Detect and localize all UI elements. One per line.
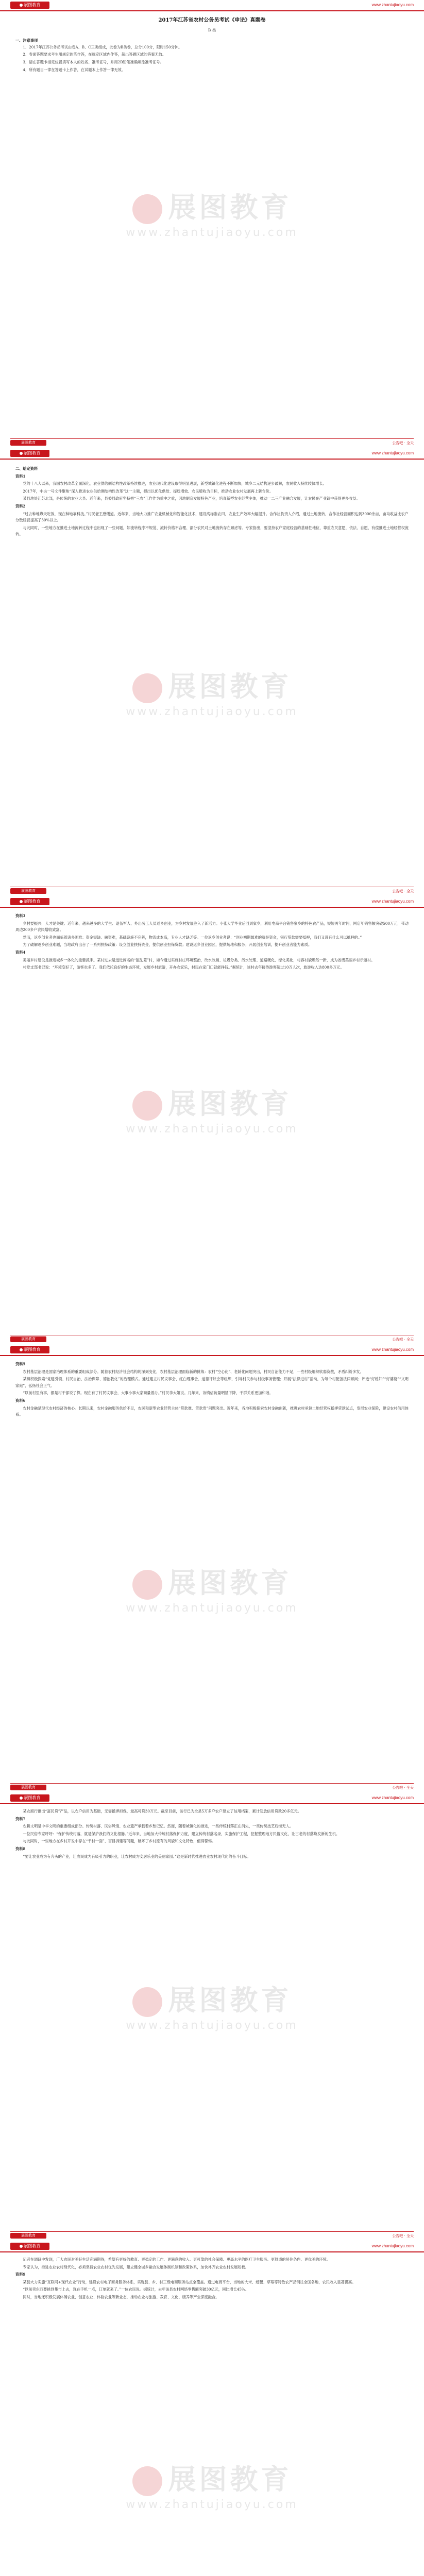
document-page — [0, 2241, 424, 2576]
footer-divider — [10, 1783, 414, 1784]
footer-divider — [10, 2231, 414, 2232]
watermark-text: 展图教育 — [168, 191, 292, 224]
footer-brand: 展图教育 — [10, 888, 46, 894]
logo-text: 展图教育 — [24, 3, 41, 7]
document-title: 2017年江苏省农村公务员考试《申论》真题卷 — [158, 18, 266, 23]
paragraph: 与此同时，一些地方在推进土地流转过程中也出现了一些问题，如流转程序不规范、流转价格不合理、部分农民对土地流转存在顾虑等。专家指出，要坚持农户家庭经营的基础性地位，尊重农民意愿，依法、自愿、有偿推进土地经营权流转。 — [15, 525, 409, 537]
page-body — [15, 2257, 409, 2302]
page-body — [15, 15, 409, 74]
page-header — [0, 0, 424, 11]
document-page — [0, 1345, 424, 1793]
document-page — [0, 896, 424, 1345]
watermark — [0, 185, 424, 239]
paragraph: “以前卖东西要挑到集市上去，现在手机一点，订单就来了。”一位农民说。据统计，去年该县农村网络零售额突破30亿元，同比增长45%。 — [23, 2287, 249, 2292]
page-footer — [0, 885, 424, 896]
paragraph: 某县地处江苏北部，是传统的农业大县。近年来，县委县政府坚持把“三农”工作作为重中之重，因地制宜发展特色产业，培育新型农业经营主体，推动一二三产业融合发展，让农民在产业链中获得更多收益。 — [23, 496, 360, 501]
paragraph: 4．所有题目一律在答题卡上作答，在试题本上作答一律无效。 — [23, 67, 126, 72]
watermark-logo-icon — [132, 1987, 162, 2017]
material-label: 资料3 — [15, 913, 26, 918]
watermark-text: 展图教育 — [168, 2463, 292, 2496]
paragraph: 然而，返乡创业者也面临着诸多困难：资金短缺、融资难，基础设施不完善，物流成本高，专业人才缺乏等。一位返乡创业者说：“创业初期最难的就是资金，银行贷款需要抵押，我们又没有什么可以抵押的。” — [23, 935, 362, 940]
page-body — [15, 1360, 409, 1419]
material-label: 资料4 — [15, 950, 26, 955]
logo-icon — [20, 1348, 23, 1351]
logo-icon — [20, 1797, 23, 1800]
brand-logo — [10, 898, 49, 905]
logo-text: 展图教育 — [24, 1347, 41, 1352]
paragraph: “以前村里有事，都是村干部说了算。现在有了村民议事会，大事小事大家商量着办。”村民李大姐说。几年来，该镇信访量明显下降，干群关系更加和谐。 — [23, 1391, 273, 1396]
brand-logo — [10, 1794, 49, 1802]
paragraph: 某镇积极探索“党建引领、村民自治、法治保障、德治教化”的治理模式。通过建立村民议事会、红白理事会、道德评议会等组织，引导村民参与村级事务管理；开展“法律进村”活动，为每个村配备法律顾问；评选“好媳妇”“好婆婆”“文明家庭”，弘扬社会正气。 — [15, 1377, 409, 1388]
footer-tag: 公告吧 · 全天 — [392, 441, 414, 445]
page-header — [0, 2241, 424, 2252]
watermark — [0, 1082, 424, 1136]
footer-brand: 展图教育 — [10, 440, 46, 446]
watermark-text: 展图教育 — [168, 1088, 292, 1120]
logo-icon — [20, 900, 23, 903]
watermark — [0, 2458, 424, 2511]
page-header — [0, 1793, 424, 1804]
watermark-logo-icon — [132, 673, 162, 703]
site-url: www.zhantujiaoyu.com — [371, 899, 414, 904]
watermark-logo-icon — [132, 2466, 162, 2496]
page-footer — [0, 437, 424, 448]
paragraph: 一位民俗专家呼吁：“保护传统村落，就是保护我们的文化根脉。”近年来，当地加大传统村落保护力度，建立传统村落名录，实施保护工程，挖掘整理地方民俗文化，让古老的村落焕发新的生机。 — [23, 1831, 340, 1836]
document-author: B 类 — [208, 27, 216, 32]
watermark-url: www.zhantujiaoyu.com — [126, 2019, 298, 2032]
footer-brand: 展图教育 — [10, 2233, 46, 2239]
paragraph: “过去种地靠天吃饭，现在种地靠科技。”村民老王感慨道。近年来，当地大力推广农业机械化和智能化技术，建设高标准农田，农业生产效率大幅提升。合作社负责人介绍，通过土地流转，合作社经营面积达到3000余亩，亩均收益比农户分散经营提高了30%以上。 — [15, 511, 409, 523]
watermark-text: 展图教育 — [168, 1567, 292, 1599]
footer-tag: 公告吧 · 全天 — [392, 1786, 414, 1790]
document-page — [0, 0, 424, 448]
brand-logo — [10, 2243, 49, 2250]
paragraph: 3．请在答题卡指定位置填写本人的姓名、准考证号，并用2B铅笔准确填涂准考证号。 — [23, 59, 164, 64]
site-url: www.zhantujiaoyu.com — [371, 1347, 414, 1352]
material-label: 资料1 — [15, 473, 26, 479]
footer-tag: 公告吧 · 全天 — [392, 1337, 414, 1342]
paragraph: 某农商行推出“富民贷”产品，以农户信用为基础，无需抵押担保，最高可贷30万元。截至目前，该行已为全县5万多户农户建立了信用档案，累计发放信用贷款20多亿元。 — [23, 1809, 301, 1814]
watermark — [0, 665, 424, 718]
logo-icon — [20, 452, 23, 455]
watermark — [0, 1978, 424, 2032]
page-body — [15, 464, 409, 539]
watermark-text: 展图教育 — [168, 670, 292, 703]
paragraph: 农村基层治理是国家治理体系的重要组成部分。随着农村经济社会结构的深刻变化，农村基层治理面临新的挑战：农村“空心化”、老龄化问题突出，村民自治能力不足，一些村级组织软弱涣散，矛盾纠纷多发。 — [23, 1369, 364, 1374]
paragraph: 同时，当地还积极发展休闲农业、创意农业、体验农业等新业态，推动农业与旅游、教育、文化、康养等产业深度融合。 — [23, 2294, 219, 2299]
footer-divider — [10, 438, 414, 439]
watermark-url: www.zhantujiaoyu.com — [126, 1123, 298, 1136]
paragraph: 农村金融是现代农村经济的核心。长期以来，农村金融服务供给不足，农民和新型农业经营主体“贷款难、贷款贵”问题突出。近年来，各地积极探索农村金融创新，推进农村承包土地经营权抵押贷款试点，发展农业保险，建设农村信用体系。 — [15, 1405, 409, 1417]
footer-brand: 展图教育 — [10, 1785, 46, 1790]
page-footer — [0, 1333, 424, 1345]
paragraph: 与此同时，一些地方在乡村开发中存在“千村一面”、盲目拆建等问题，破坏了乡村原有的风貌和文化特色，值得警惕。 — [23, 1839, 216, 1844]
paragraph: 乡村要振兴，人才是关键。近年来，越来越多的大学生、退伍军人、外出务工人员返乡创业，为乡村发展注入了新活力。小张大学毕业后回到家乡，利用电商平台销售家乡的特色农产品，短短两年时间，网店年销售额突破500万元，带动周边200多户农民增收致富。 — [15, 921, 409, 933]
watermark-logo-icon — [132, 194, 162, 224]
watermark-url: www.zhantujiaoyu.com — [126, 1602, 298, 1615]
watermark-text: 展图教育 — [168, 1984, 292, 2016]
material-label: 资料8 — [15, 1846, 26, 1851]
page-body — [15, 1808, 409, 1861]
logo-icon — [20, 2245, 23, 2248]
paragraph: 2017年，中央一号文件聚焦“深入推进农业供给侧结构性改革”这一主题，提出以优化供给、提质增效、农民增收为目标，推动农业农村发展再上新台阶。 — [23, 488, 274, 494]
material-label: 资料6 — [15, 1398, 26, 1403]
section-heading: 二、给定资料 — [15, 466, 38, 471]
material-label: 资料7 — [15, 1816, 26, 1821]
material-label: 资料2 — [15, 503, 26, 509]
watermark-logo-icon — [132, 1091, 162, 1121]
paragraph: 美丽乡村建设是推进城乡一体化的重要抓手。某村过去是远近闻名的“脏乱差”村，如今通过实施村庄环境整治，改水改厕、垃圾分类、污水处理、道路硬化、绿化美化，村容村貌焕然一新，成为省级美丽乡村示范村。 — [23, 957, 375, 962]
paragraph: 为了破解返乡创业难题，当地政府出台了一系列扶持政策：设立创业扶持资金，提供创业担保贷款；建设返乡创业园区，提供场地和服务；开展创业培训，提升创业者能力素质。 — [23, 942, 312, 947]
logo-icon — [20, 4, 23, 7]
watermark-url: www.zhantujiaoyu.com — [126, 2498, 298, 2511]
watermark-logo-icon — [132, 1570, 162, 1600]
footer-tag: 公告吧 · 全天 — [392, 889, 414, 893]
brand-logo — [10, 2, 49, 9]
document-page — [0, 448, 424, 896]
paragraph: 记者在调研中发现，广大农民对美好生活充满期待，希望有更好的教育、更稳定的工作、更满意的收入、更可靠的社会保障、更高水平的医疗卫生服务、更舒适的居住条件、更优美的环境。 — [23, 2257, 330, 2262]
section-heading: 一、注意事项 — [15, 38, 38, 43]
paragraph: 党的十八大以来，我国农村改革全面深化，农业供给侧结构性改革持续推进，农业现代化建设取得明显进展，新型城镇化进程不断加快，城乡二元结构逐步破解，农民收入持续较快增长。 — [23, 481, 327, 486]
paragraph: 某县大力实施“互联网+现代农业”行动，建设农村电子商务服务体系，实现县、乡、村三级电商服务站点全覆盖。通过电商平台，当地的大米、螃蟹、草莓等特色农产品销往全国各地，农民收入显著提高。 — [23, 2279, 356, 2284]
site-url: www.zhantujiaoyu.com — [371, 1795, 414, 1800]
material-label: 资料9 — [15, 2272, 26, 2277]
logo-text: 展图教育 — [24, 2244, 41, 2248]
footer-tag: 公告吧 · 全天 — [392, 2234, 414, 2238]
watermark — [0, 1561, 424, 1615]
page-header — [0, 448, 424, 460]
page-footer — [0, 2230, 424, 2241]
logo-text: 展图教育 — [24, 451, 41, 455]
logo-text: 展图教育 — [24, 899, 41, 904]
watermark-url: www.zhantujiaoyu.com — [126, 705, 298, 718]
page-footer — [0, 1782, 424, 1793]
page-header — [0, 1345, 424, 1356]
site-url: www.zhantujiaoyu.com — [371, 2244, 414, 2248]
paragraph: 2．卷面答题要求考生用规定的笔作答，在规定区域内作答，超出答题区域的答案无效。 — [23, 52, 166, 57]
brand-logo — [10, 450, 49, 457]
material-label: 资料5 — [15, 1362, 26, 1366]
logo-text: 展图教育 — [24, 1795, 41, 1800]
paragraph: 专家认为，推进农业农村现代化，必须坚持农业农村优先发展，建立健全城乡融合发展体制机制和政策体系，加快补齐农业农村发展短板。 — [23, 2264, 249, 2269]
paragraph: “要让农业成为有奔头的产业，让农民成为有吸引力的职业，让农村成为安居乐业的美丽家园。”这是新时代推进农业农村现代化的奋斗目标。 — [23, 1854, 251, 1859]
document-page — [0, 1793, 424, 2241]
page-header — [0, 896, 424, 908]
paragraph: 村党支部书记说：“环境变好了，游客也多了。我们依托良好的生态环境，发展乡村旅游，开办农家乐，村民在家门口就能挣钱。”据统计，该村去年接待游客超过10万人次，旅游收入达800多万元。 — [23, 965, 344, 970]
paragraph: 1．2017年江苏公务员考试由卷A、B、C三类组成，此卷为B类卷，总分100分，限时150分钟。 — [23, 44, 182, 49]
brand-logo — [10, 1346, 49, 1353]
site-url: www.zhantujiaoyu.com — [371, 451, 414, 455]
site-url: www.zhantujiaoyu.com — [371, 3, 414, 7]
page-body — [15, 912, 409, 972]
paragraph: 农耕文明是中华文明的重要组成部分。传统村落、民俗风情、农业遗产承载着乡愁记忆。然而，随着城镇化的推进，一些传统村落正在消失，一些传统技艺后继无人。 — [23, 1824, 294, 1829]
footer-brand: 展图教育 — [10, 1336, 46, 1342]
watermark-url: www.zhantujiaoyu.com — [126, 226, 298, 239]
